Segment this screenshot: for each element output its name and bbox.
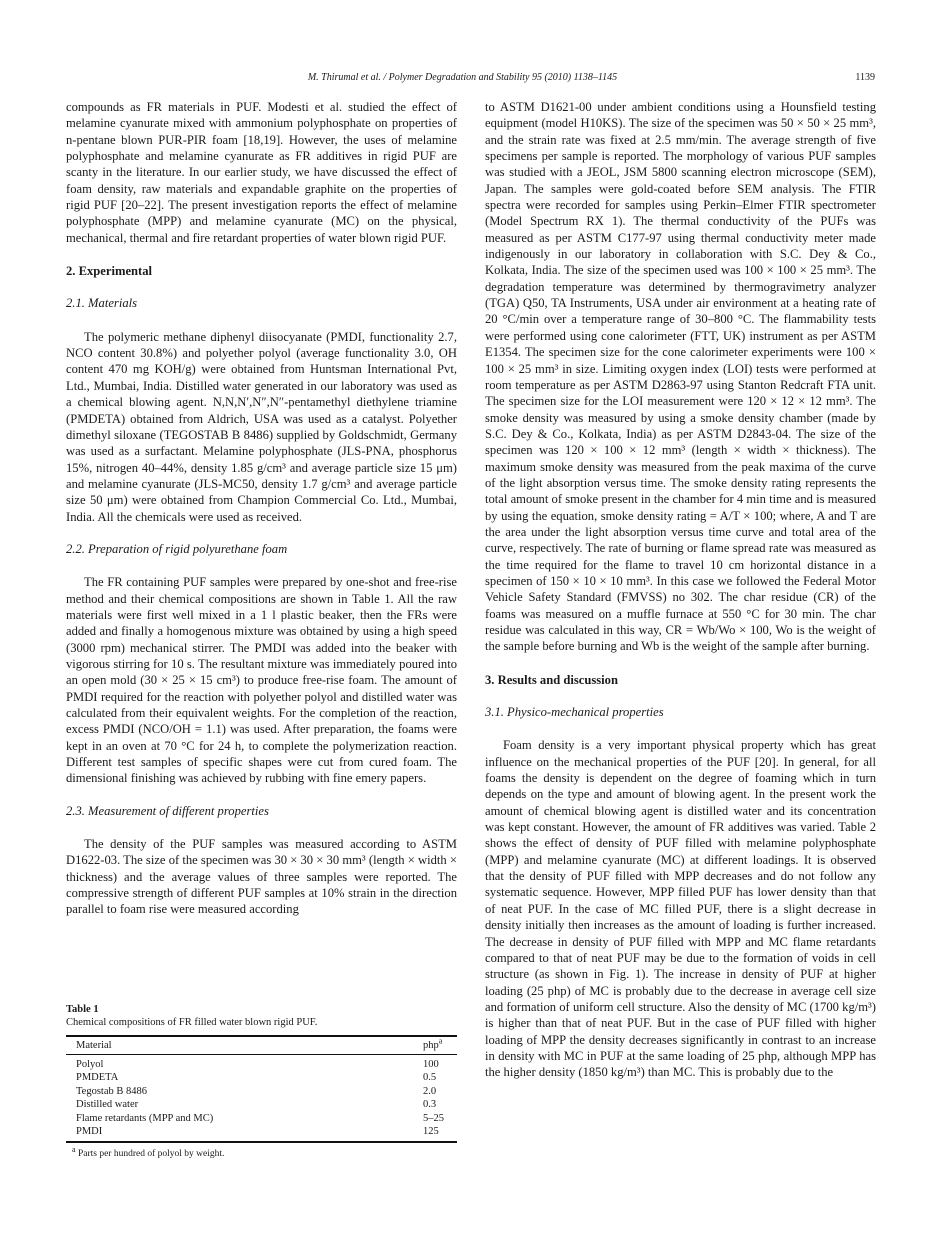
left-column — [66, 99, 457, 918]
measurement-continued-paragraph: to ASTM D1621-00 under ambient conditions using a Hounsfield testing equipment (model H10KS). The size of the specimen was 50 × 50 × 25 mm³, and the strain rate was fixed at 2.5 mm/min. The average strength of five specimens per sample is reported. The morphology of various PUF samples was studied with a JEOL, JSM 5800 scanning electron microscope (SEM), Japan. The samples were gold-coated before SEM analysis. The FTIR spectra were recorded for samples using Perkin–Elmer FTIR spectrometer (Model Spectrum RX 1). The thermal conductivity of the PUFs was measured as per ASTM C177-97 using thermal conductivity meter made indigenously in our laboratory in collaboration with S.C. Dey & Co., Kolkata, India. The size of the specimen used was 100 × 100 × 25 mm³. The degradation temperature was determined by thermogravimetry analyzer (TGA) Q50, TA Instruments, USA under air environment at a heating rate of 20 °C/min over a temperature range of 30–800 °C. The flammability tests were performed using cone calorimeter (FTT, UK) instrument as per ASTM E1354. The specimen size for the cone calorimeter experiments were 100 × 100 × 25 mm³ in size. Limiting oxygen index (LOI) tests were performed at room temperature as per ASTM D2863-97 using Stanton Redcraft FTA unit. The specimen size for the LOI measurement were 120 × 12 × 12 mm³. The smoke density was measured by using a smoke density chamber (made by S.C. Dey & Co., Kolkata, India) as per ASTM D2843-04. The size of the specimen was 120 × 100 × 12 mm³ (length × width × thickness). The maximum smoke density was measured from the peak maxima of the curve of the light absorption versus time. The smoke density rating represents the total amount of smoke present in the chamber for 4 min time and is measured by using the equation, smoke density rating = A/T × 100; where, A and T are the area under the light absorption versus time curve and total area of the curve, respectively. The rate of burning or flame spread rate was measured as the time required for the flame to travel 10 cm horizontal distance in a specimen of 150 × 10 × 10 mm³. In this case we followed the Federal Motor Vehicle Safety Standard (FMVSS) no 302. The char residue (CR) of the foams was measured on a muffle furnace at 550 °C for 30 min. The char residue was calculated in this way, CR = Wb/Wo × 100, Wo is the weight of the sample before burning and Wb is the weight of the sample after burning. — [485, 100, 876, 654]
table-row — [66, 1055, 457, 1072]
subsection-heading-measurement: 2.3. Measurement of different properties — [66, 803, 269, 818]
cell-php: 5–25 — [423, 1112, 444, 1124]
cell-material: PMDETA — [76, 1072, 119, 1084]
results-paragraph: Foam density is a very important physical property which has great influence on the mechanical properties of the PUF [20]. In general, for all foams the density is dependent on the degree of foaming which in turn depends on the type and amount of blowing agent. In the present work the amount of chemical blowing agent is distilled water and its concentration was kept constant. However, the amount of FR additives was varied. Table 2 shows the effect of density of PUF filled with melamine polyphosphate (MPP) and melamine cyanurate (MC) at different loadings. It is observed that the density of PUF filled with MPP decreases and do not follow any systematic sequence. However, MPP filled PUF has lower density than that of neat PUF. In the case of MC filled PUF, there is a slight decrease in density initially then increases as the amount of loading is further increased. The decrease in density of PUF filled with MPP and MC flame retardants compared to that of neat PUF may be due to the formation of voids in cell structure (as shown in Fig. 1). The increase in density of PUF at higher loading (25 php) of MC is probably due to the decrease in average cell size and formation of uniform cell structure. Also the density of MC (1700 kg/m³) is higher than that of neat PUF. But in the case of PUF filled with higher loading of MPP the density decreases significantly in contrast to an increase in density with MC in PUF at the same loading of 25 php, although MPP has the higher density (1850 kg/m³) than MC. This is probably due to the — [485, 738, 876, 1080]
table-row — [66, 1085, 457, 1098]
subsection-heading-physico-mechanical: 3.1. Physico-mechanical properties — [485, 705, 664, 720]
table-label: Table 1 — [66, 1004, 99, 1015]
section-heading-results: 3. Results and discussion — [485, 672, 618, 687]
table-caption: Chemical compositions of FR filled water blown rigid PUF. — [66, 1017, 318, 1028]
header-php-text: php — [423, 1040, 439, 1051]
measurement-paragraph: The density of the PUF samples was measured according to ASTM D1622-03. The size of the specimen was 30 × 30 × 30 mm³ (length × width × thickness) and the average values of three samples were reported. The compressive strength of different PUF samples at 10% strain in the direction parallel to foam rise were measured according — [66, 837, 457, 917]
table-row — [66, 1112, 457, 1125]
table-footnote — [72, 1145, 457, 1160]
section-heading-experimental: 2. Experimental — [66, 264, 153, 279]
cell-material: Tegostab B 8486 — [76, 1085, 148, 1097]
cell-php: 0.5 — [423, 1072, 437, 1084]
subsection-heading-materials: 2.1. Materials — [66, 296, 138, 311]
preparation-paragraph: The FR containing PUF samples were prepared by one-shot and free-rise method and their chemical compositions are shown in Table 1. All the raw materials were first well mixed in a 1 l plastic beaker, then the FRs were added and finally a homogenous mixture was obtained by using a high speed (3000 rpm) mechanical stirrer. The PMDI was added into the beaker with vigorous stirring for 10 s. The resultant mixture was immediately poured into an open mold (30 × 25 × 15 cm³) to produce free-rise foam. The amount of PMDI required for the reaction with polyether polyol and distilled water was calculated from their equivalent weights. For the completion of the reaction, excess PMDI (NCO/OH = 1.1) was used. After preparation, the foams were kept in an oven at 70 °C for 24 h, to complete the polymerization reaction. Different test samples of specific shapes were cut from cured foam. The dimensional finishing was achieved by rubbing with fine emery papers. — [66, 575, 457, 786]
header-php-footnote-mark: a — [438, 1036, 443, 1046]
header-php — [413, 1036, 457, 1055]
cell-material: Polyol — [76, 1059, 104, 1070]
cell-material: PMDI — [66, 1125, 413, 1142]
header-material: Material — [66, 1036, 413, 1055]
materials-paragraph: The polymeric methane diphenyl diisocyanate (PMDI, functionality 2.7, NCO content 30.8%) and polyether polyol (average functionality 3.0, OH content 470 mg KOH/g) were obtained from Huntsman International Pvt, Ltd., Mumbai, India. Distilled water generated in our laboratory was used as a chemical blowing agent. N,N,N′,N″,N″-pentamethyl diethylene triamine (PMDETA) obtained from Aldrich, USA was used as a catalyst. Polyether dimethyl siloxane (TEGOSTAB B 8486) supplied by Goldschmidt, Germany was used as a surfactant. Melamine polyphosphate (JLS-PNA, phosphorus 15%, nitrogen 40–44%, density 1.85 g/cm³ and average particle size 15 μm) and melamine cyanurate (JLS-MC50, density 1.7 g/cm³ and average particle size 50 μm) were obtained from Champion Commercial Co. Ltd., Mumbai, India. All the chemicals were used as received. — [66, 329, 457, 524]
table-row — [66, 1071, 457, 1084]
right-column — [485, 99, 876, 1081]
intro-paragraph: compounds as FR materials in PUF. Modesti et al. studied the effect of melamine cyanurate mixed with ammonium polyphosphate on properties of n-pentane blown PUR-PIR foam [18,19]. However, the uses of melamine polyphosphate and melamine cyanurate as FR additives in rigid PUF are scanty in the literature. In our earlier study, we have discussed the effect of foam density, raw materials and expandable graphite on the properties of rigid PUF [20–22]. The present investigation reports the effect of melamine polyphosphate (MPP) and melamine cyanurate (MC) on the physical, mechanical, thermal and fire retardant properties of water blown rigid PUF. — [66, 100, 457, 245]
cell-php: 0.3 — [423, 1099, 437, 1111]
cell-material: Flame retardants (MPP and MC) — [76, 1112, 214, 1124]
footnote-mark: a — [72, 1145, 76, 1155]
running-head — [0, 72, 925, 88]
cell-php: 2.0 — [423, 1085, 437, 1097]
cell-php: 125 — [413, 1125, 457, 1142]
table-row — [66, 1098, 457, 1111]
subsection-heading-preparation: 2.2. Preparation of rigid polyurethane foam — [66, 541, 288, 556]
table-header-row — [66, 1036, 457, 1055]
cell-php: 100 — [423, 1059, 439, 1070]
table-row — [66, 1125, 457, 1142]
journal-citation: M. Thirumal et al. / Polymer Degradation and Stability 95 (2010) 1138–1145 — [307, 72, 618, 83]
cell-material: Distilled water — [76, 1099, 139, 1111]
table-1 — [66, 1003, 457, 1159]
composition-table — [66, 1035, 457, 1143]
footnote-text: Parts per hundred of polyol by weight. — [77, 1149, 225, 1160]
page-number: 1139 — [855, 72, 875, 83]
